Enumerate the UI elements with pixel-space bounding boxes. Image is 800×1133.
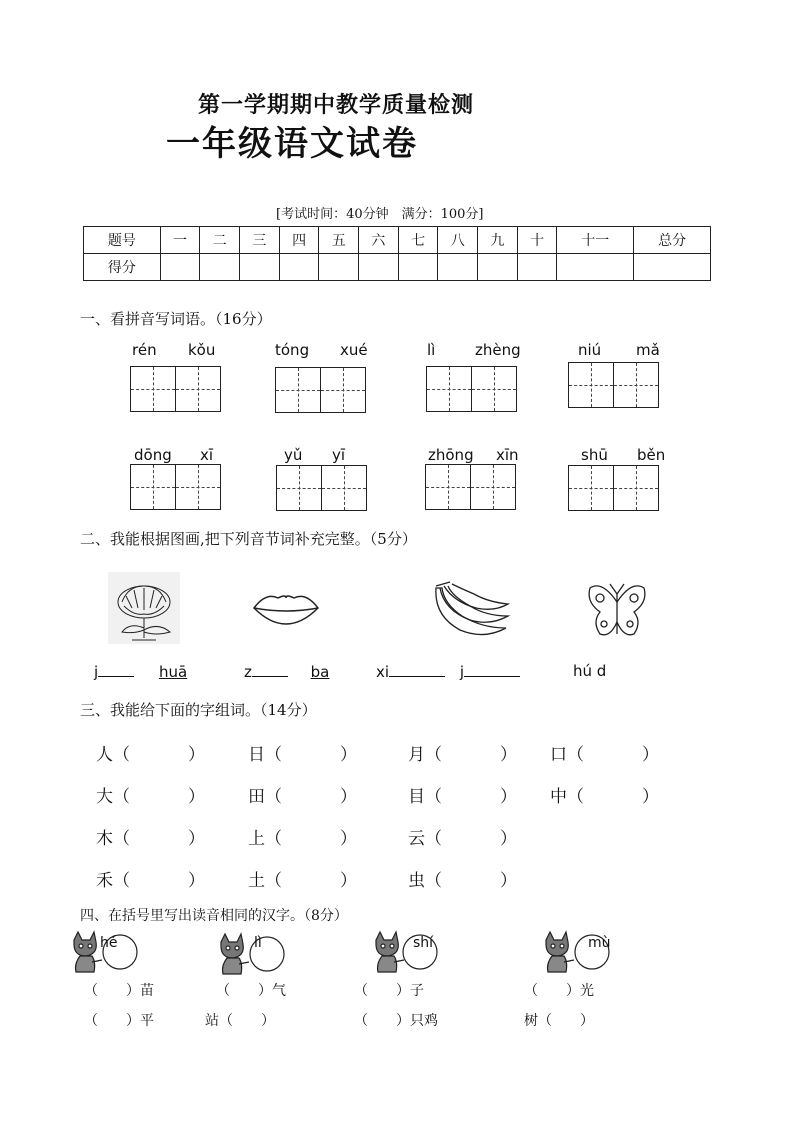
answer-blank[interactable] [464,662,520,677]
cat-icon [215,932,285,978]
pinyin: yī [332,446,346,464]
answer-blank[interactable] [98,662,134,677]
phonetic-fill-item: z ba [244,663,330,681]
homophone-item[interactable]: 树（ ） [524,1013,594,1029]
word-group-item: 日（ ） [248,745,357,765]
writing-grid[interactable] [130,464,221,510]
pinyin: rén [132,341,157,359]
score-table [83,226,711,281]
column-label: 十一 [557,227,634,254]
score-cell[interactable] [398,254,438,281]
word-group-item: 大（ ） [96,787,205,807]
score-cell[interactable] [557,254,634,281]
pinyin: tóng [275,341,310,359]
phonetic-fill-item: hú d [573,662,607,680]
homophone-item[interactable]: 站（ ） [205,1013,275,1029]
butterfly-icon [584,578,650,644]
pinyin: dōng [134,446,172,464]
word-group-item: 云（ ） [408,829,517,849]
score-cell[interactable] [517,254,557,281]
pinyin: yǔ [284,446,303,464]
word-group-item: 田（ ） [248,787,357,807]
answer-blank[interactable] [252,662,288,677]
score-cell[interactable] [319,254,359,281]
pinyin: hé [100,935,118,951]
pinyin: lì [254,935,262,951]
exam-info: [考试时间：40分钟 满分：100分] [276,207,484,222]
writing-grid[interactable] [276,465,367,511]
chrysanthemum-icon [108,572,180,644]
pinyin: xué [340,341,368,359]
pinyin: zhèng [475,341,521,359]
row-title: 题号 [84,227,161,254]
score-cell[interactable] [240,254,280,281]
phonetic-fill-item: xi j [376,662,520,681]
writing-grid[interactable] [426,366,517,412]
column-label: 二 [200,227,240,254]
column-label: 六 [359,227,399,254]
homophone-item[interactable]: （ ）苗 [84,983,154,999]
pinyin: běn [637,446,666,464]
section3-heading: 三、我能给下面的字组词。（14分） [80,701,317,719]
column-label: 三 [240,227,280,254]
answer-blank[interactable] [389,662,445,677]
word-group-item: 口（ ） [550,745,659,765]
column-label: 八 [438,227,478,254]
homophone-item[interactable]: （ ）气 [216,983,286,999]
word-group-item: 月（ ） [408,745,517,765]
writing-grid[interactable] [275,367,366,413]
score-cell[interactable] [634,254,711,281]
row-title: 得分 [84,254,161,281]
writing-grid[interactable] [130,366,221,412]
column-label: 总分 [634,227,711,254]
lips-icon [252,588,320,628]
word-group-item: 上（ ） [248,829,357,849]
score-table-score-row [84,254,711,281]
word-group-item: 人（ ） [96,745,205,765]
column-label: 十 [517,227,557,254]
score-cell[interactable] [279,254,319,281]
word-group-item: 禾（ ） [96,871,205,891]
pinyin: zhōng [428,446,474,464]
writing-grid[interactable] [568,465,659,511]
pinyin: xīn [496,446,519,464]
homophone-item[interactable]: （ ）只鸡 [354,1013,438,1029]
column-label: 一 [160,227,200,254]
pinyin: mù [588,935,611,951]
writing-grid[interactable] [568,362,659,408]
score-cell[interactable] [478,254,518,281]
score-cell[interactable] [359,254,399,281]
exam-title-line1: 第一学期期中教学质量检测 [198,93,475,118]
column-label: 九 [478,227,518,254]
score-cell[interactable] [200,254,240,281]
pinyin: kǒu [188,341,216,359]
section2-heading: 二、我能根据图画,把下列音节词补充完整。（5分） [80,530,417,548]
pinyin: shū [581,446,608,464]
word-group-item: 中（ ） [550,787,659,807]
pinyin: niú [578,341,602,359]
column-label: 五 [319,227,359,254]
homophone-item[interactable]: （ ）平 [84,1013,154,1029]
column-label: 四 [279,227,319,254]
exam-title-line2: 一年级语文试卷 [166,124,418,164]
writing-grid[interactable] [425,464,516,510]
homophone-item[interactable]: （ ）光 [524,983,594,999]
section4-heading: 四、在括号里写出读音相同的汉字。（8分） [80,908,348,924]
pinyin: xī [200,446,214,464]
bananas-icon [430,580,512,640]
phonetic-fill-item: j huā [94,663,188,681]
section1-heading: 一、看拼音写词语。（16分） [80,310,272,328]
word-group-item: 木（ ） [96,829,205,849]
word-group-item: 土（ ） [248,871,357,891]
homophone-item[interactable]: （ ）子 [354,983,424,999]
score-table-header-row [84,227,711,254]
score-cell[interactable] [438,254,478,281]
column-label: 七 [398,227,438,254]
pinyin: shí [413,935,434,951]
word-group-item: 虫（ ） [408,871,517,891]
score-cell[interactable] [160,254,200,281]
word-group-item: 目（ ） [408,787,517,807]
pinyin: mǎ [636,341,660,359]
pinyin: lì [427,341,436,359]
